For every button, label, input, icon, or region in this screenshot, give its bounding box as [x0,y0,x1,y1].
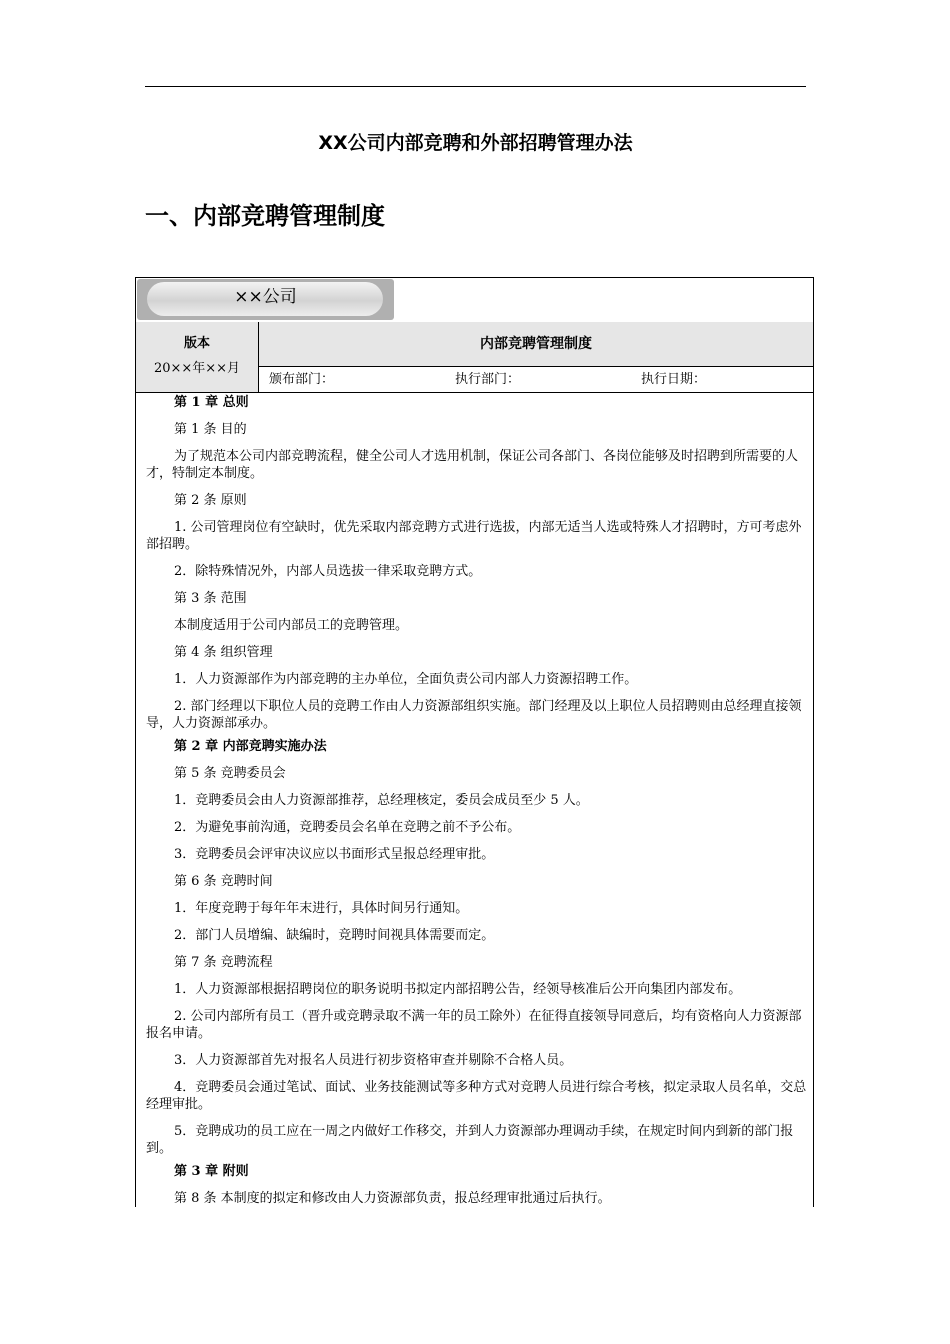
body-paragraph: 第 2 条 原则 [174,493,247,508]
body-paragraph: 1．竞聘委员会由人力资源部推荐，总经理核定，委员会成员至少 5 人。 [174,793,589,808]
version-label: 版本 [183,336,210,351]
regulation-form [135,277,814,1207]
chapter-heading: 第 3 章 附则 [174,1164,249,1179]
chapter-heading: 第 1 章 总则 [174,395,249,410]
body-paragraph: 1．年度竞聘于每年年末进行，具体时间另行通知。 [174,901,469,916]
body-paragraph: 第 1 条 目的 [174,422,247,437]
body-paragraph: 第 3 条 范围 [174,591,247,606]
section-title: 一、内部竞聘管理制度 [145,202,385,230]
body-paragraph: 3．竞聘委员会评审决议应以书面形式呈报总经理审批。 [174,847,495,862]
body-paragraph: 第 5 条 竞聘委员会 [174,766,286,781]
body-paragraph: 5．竞聘成功的员工应在一周之内做好工作移交，并到人力资源部办理调动手续，在规定时间内到新的部门报到。 [146,1124,794,1156]
body-paragraph: 1. 公司管理岗位有空缺时，优先采取内部竞聘方式进行选拔，内部无适当人选或特殊人才招聘时，方可考虑外部招聘。 [146,520,802,552]
body-paragraph: 第 7 条 竞聘流程 [174,955,273,970]
body-paragraph: 2．为避免事前沟通，竞聘委员会名单在竞聘之前不予公布。 [174,820,521,835]
body-paragraph: 本制度适用于公司内部员工的竞聘管理。 [174,618,409,633]
issuing-dept-label: 颁布部门： [269,372,335,387]
version-cell [136,322,259,392]
company-name: ××公司 [234,287,297,307]
body-paragraph: 第 8 条 本制度的拟定和修改由人力资源部负责，报总经理审批通过后执行。 [174,1191,611,1206]
company-logo [137,279,394,320]
regulation-body [146,394,808,1207]
executing-dept-label: 执行部门： [455,372,521,387]
body-paragraph: 2. 公司内部所有员工（晋升或竞聘录取不满一年的员工除外）在征得直接领导同意后，均有资格向人力资源部报名申请。 [146,1009,802,1041]
chapter-heading: 第 2 章 内部竞聘实施办法 [174,739,327,754]
document-title: XX公司内部竞聘和外部招聘管理办法 [318,132,633,154]
version-date: 20××年××月 [153,361,241,376]
body-paragraph: 第 4 条 组织管理 [174,645,273,660]
body-paragraph: 1．人力资源部根据招聘岗位的职务说明书拟定内部招聘公告，经领导核准后公开向集团内部发布。 [174,982,742,997]
body-paragraph: 1．人力资源部作为内部竞聘的主办单位，全面负责公司内部人力资源招聘工作。 [174,672,638,687]
body-paragraph: 2．部门人员增编、缺编时，竞聘时间视具体需要而定。 [174,928,495,943]
regulation-name: 内部竞聘管理制度 [259,322,813,367]
body-paragraph: 4．竞聘委员会通过笔试、面试、业务技能测试等多种方式对竞聘人员进行综合考核，拟定录取人员名单，交总经理审批。 [146,1080,807,1112]
form-header [136,322,813,393]
company-logo-row [136,278,813,323]
body-paragraph: 为了规范本公司内部竞聘流程，健全公司人才选用机制，保证公司各部门、各岗位能够及时招聘到所需要的人才，特制定本制度。 [146,449,799,481]
body-paragraph: 2. 部门经理以下职位人员的竞聘工作由人力资源部组织实施。部门经理及以上职位人员招聘则由总经理直接领导，人力资源部承办。 [146,699,802,731]
body-paragraph: 第 6 条 竞聘时间 [174,874,273,889]
header-rule [145,86,806,87]
meta-row [259,367,813,392]
execution-date-label: 执行日期： [641,372,707,387]
body-paragraph: 3．人力资源部首先对报名人员进行初步资格审查并剔除不合格人员。 [174,1053,573,1068]
body-paragraph: 2．除特殊情况外，内部人员选拔一律采取竞聘方式。 [174,564,482,579]
